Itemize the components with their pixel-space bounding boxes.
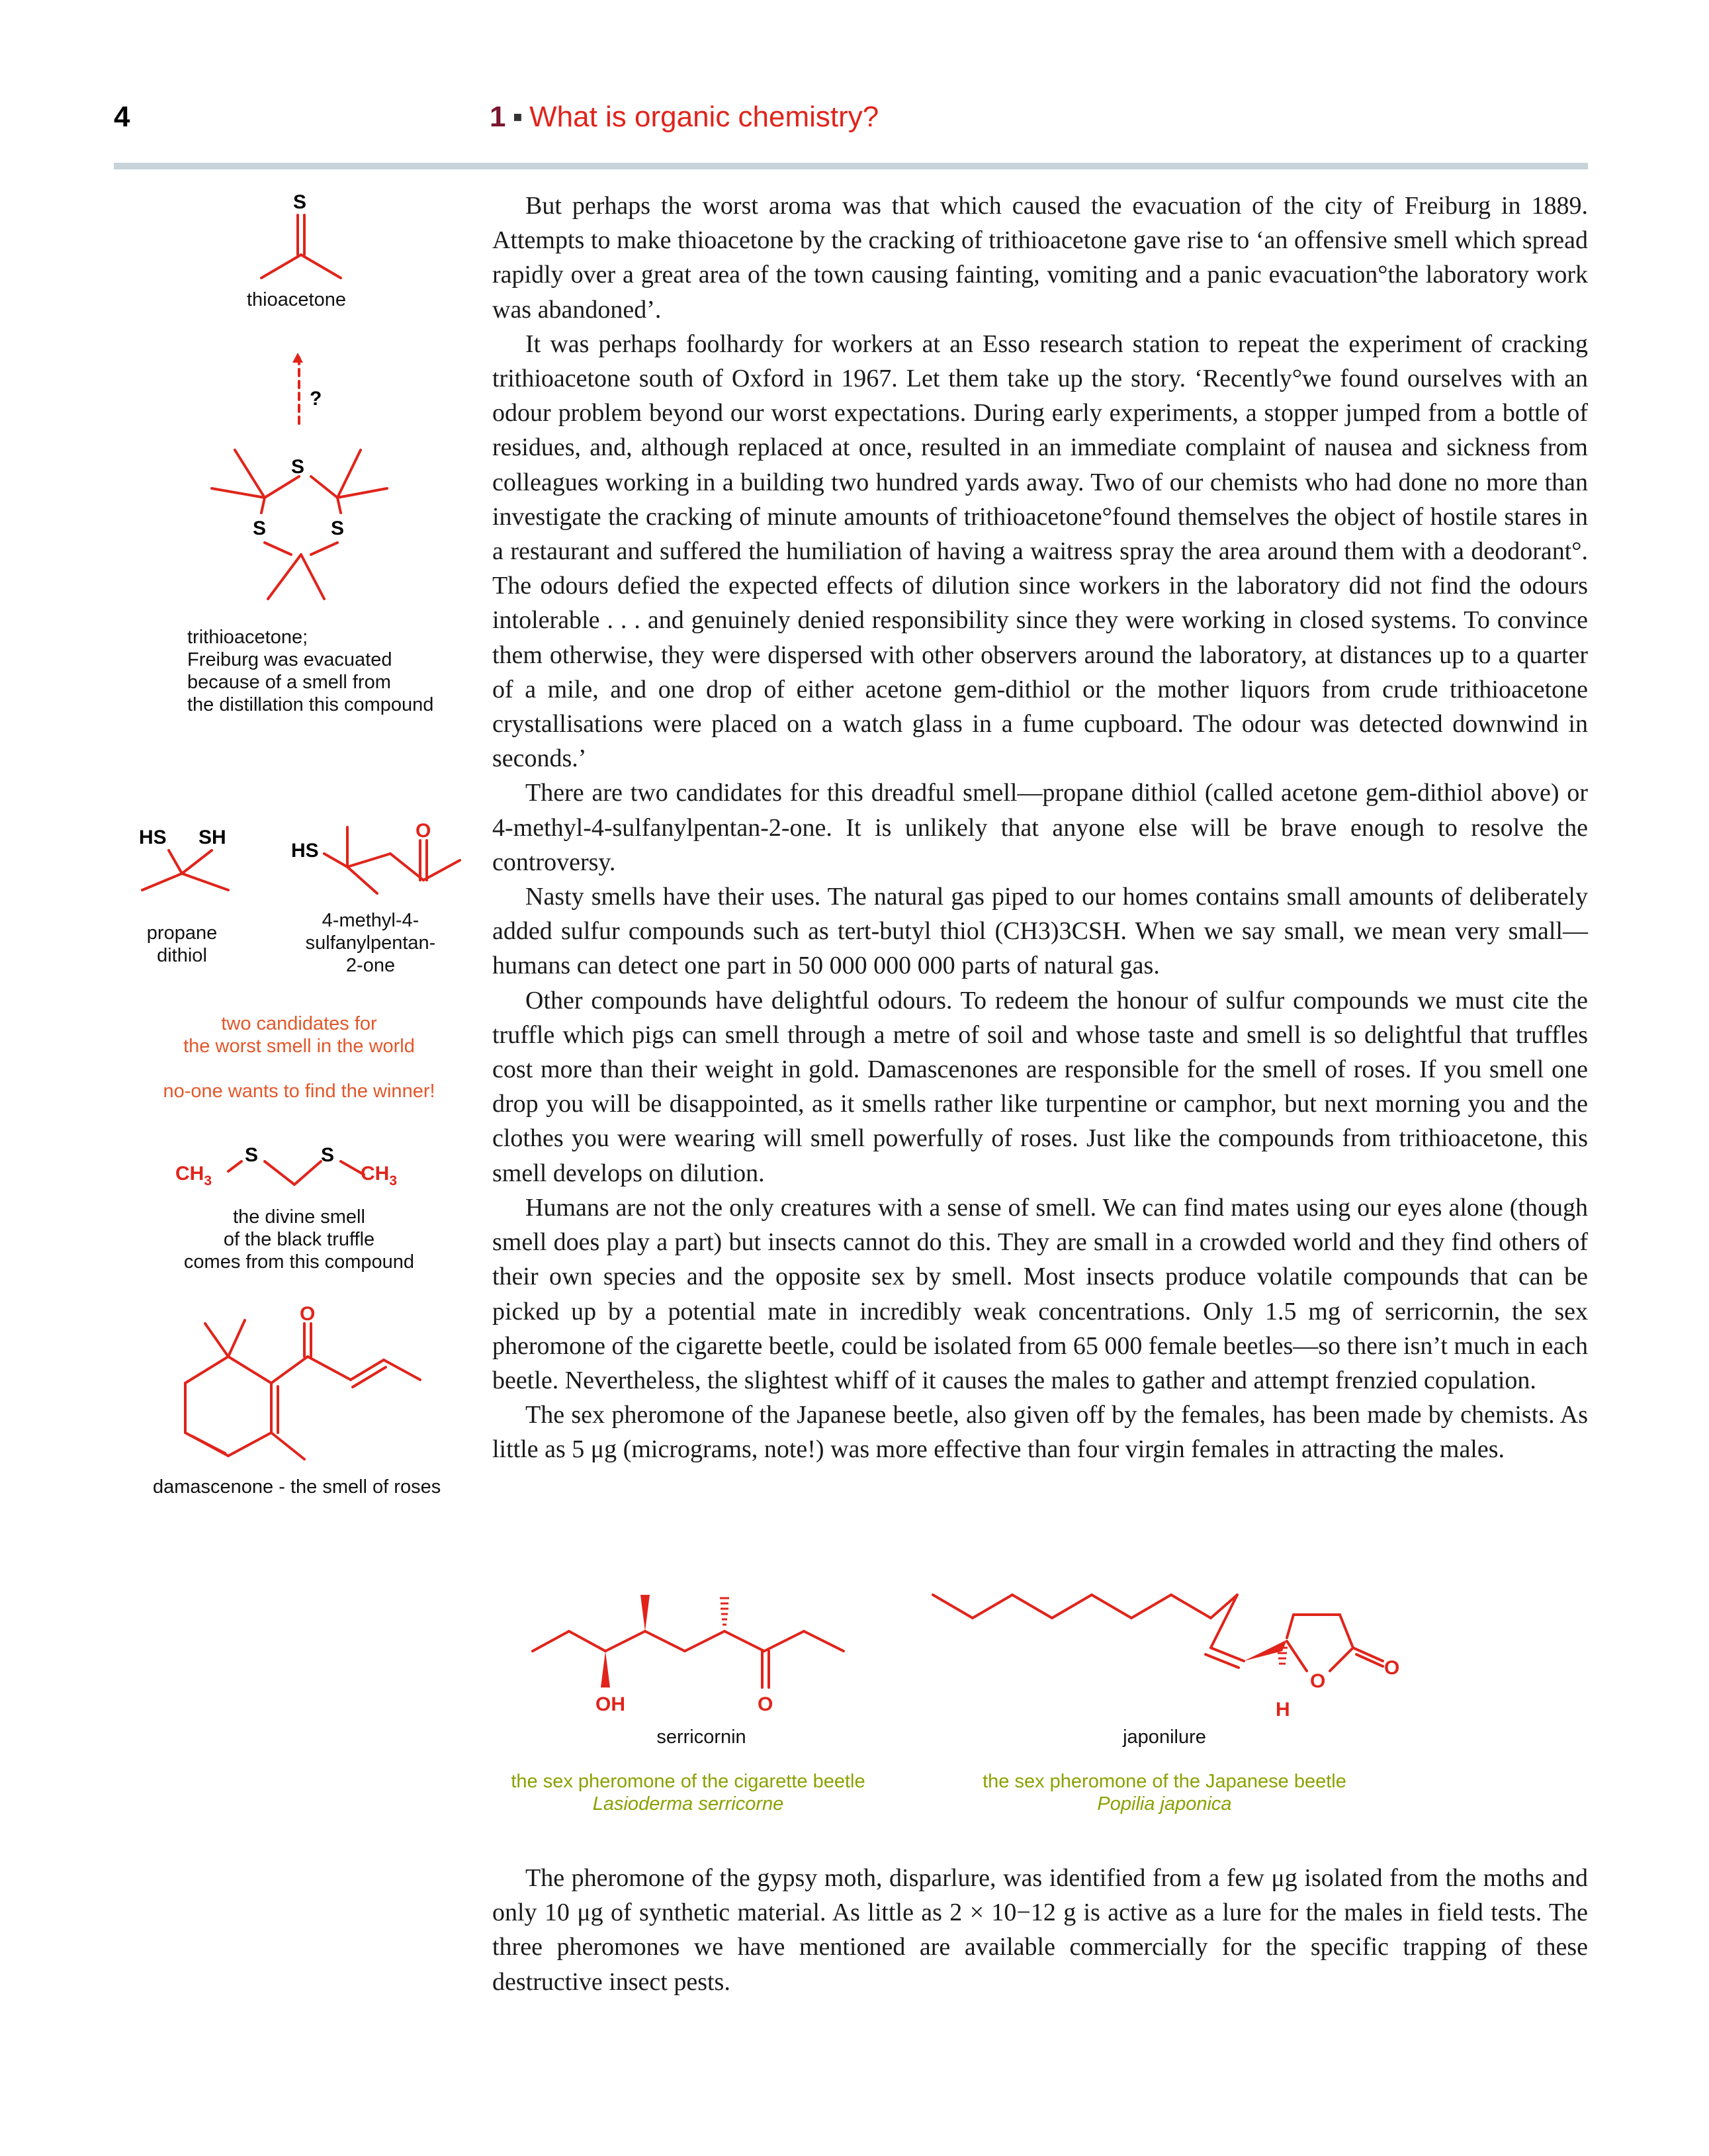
atom-label: O: [300, 1303, 316, 1325]
atom-label: $CH_3$: [175, 1163, 212, 1189]
damascenone-structure: [185, 1320, 420, 1459]
atom-label: S: [321, 1144, 335, 1166]
paragraph: Other compounds have delightful odours. To redeem the honour of sulfur compounds we must cite the truffle which pigs can smell through a metre of soil and whose taste and smell is so delightful that truffles cost more than their weight in gold. Damascenones are responsible for the smell of roses. If you smell one drop you will be disappointed, as it smells rather like turpentine or camphor, but next morning you and the clothes you were wearing will smell powerfully of roses. Just like the compounds from trithioacetone, this smell develops on dilution.: [492, 986, 1588, 1187]
japonilure-structure: [933, 1595, 1383, 1671]
atom-label: O: [1384, 1657, 1400, 1679]
serricornin-label: serricornin: [656, 1727, 746, 1748]
winner-caption: no-one wants to find the winner!: [163, 1081, 435, 1102]
wedge-bond: [640, 1595, 650, 1631]
paragraph: The sex pheromone of the Japanese beetle, also given off by the females, has been made by chemists. As little as 5 μg (micrograms, note!) was more effective than four virgin females in attracting the males.: [492, 1401, 1588, 1464]
atom-label: HS: [139, 827, 167, 848]
damascenone-caption: damascenone - the smell of roses: [153, 1476, 441, 1498]
serricornin-species: Lasioderma serricorne: [592, 1793, 784, 1815]
paragraph: Humans are not the only creatures with a sense of smell. We can find mates using our eyes alone (though smell does play a part) but insects cannot do this. They are small in a crowded world and they find others of their own species and the opposite sex by smell. Most insects produce volatile compounds that can be picked up by a potential mate in incredibly weak concentrations. Only 1.5 mg of serricornin, the sex pheromone of the cigarette beetle, could be isolated from 65 000 female beetles—so there isn’t much in each beetle. Nevertheless, the slightest whiff of it causes the males to gather and attempt frenzied copulation.: [492, 1193, 1588, 1394]
propane-dithiol-label: propane dithiol: [146, 922, 218, 966]
atom-label: S: [293, 191, 307, 213]
separator-glyph: ▪: [512, 101, 523, 133]
wedge-bond: [601, 1651, 610, 1687]
serricornin-structure: [533, 1631, 844, 1687]
page-number: 4: [114, 101, 130, 133]
paragraph: There are two candidates for this dreadful smell—propane dithiol (called acetone gem-dithiol above) or 4-methyl-4-sulfanylpentan-2-one. It is unlikely that anyone else will be brave enough to resolve the controversy.: [492, 779, 1588, 876]
japonilure-label: japonilure: [1123, 1727, 1206, 1748]
paragraph: The pheromone of the gypsy moth, disparlure, was identified from a few μg isolated from the moths and only 10 μg of synthetic material. As little as 2 × 10−12 g is active as a lure for the males in field tests. The three pheromones we have mentioned are available commercially for the specific trapping of these destructive insect pests.: [492, 1864, 1588, 1996]
atom-label: SH: [198, 827, 226, 848]
atom-label: O: [1310, 1670, 1326, 1692]
japonilure-caption: the sex pheromone of the Japanese beetle: [983, 1771, 1346, 1792]
paragraph: It was perhaps foolhardy for workers at an Esso research station to repeat the experiment of cracking trithioacetone south of Oxford in 1967. Let them take up the story. ‘Recently°we found ourselves with an odour problem beyond our worst expectations. During early experiments, a stopper jumped from a bottle of residues, and, although replaced at once, resulted in an immediate complaint of nausea and sickness from colleagues working in a building two hundred yards away. Two of our chemists who had done no more than investigate the cracking of minute amounts of trithioacetone°found themselves the object of hostile stares in a restaurant and suffered the humiliation of having a waitress spray the area around them with a deodorant°. The odours defied the expected effects of dilution since workers in the laboratory did not find the odours intolerable . . . and genuinely denied responsibility since they were working in closed systems. To convince them otherwise, they were dispersed with other observers around the laboratory, at distances up to a quarter of a mile, and one drop of either acetone gem-dithiol or the mother liquors from crude trithioacetone crystallisations were placed on a watch glass in a fume cupboard. The odour was detected downwind in seconds.’: [492, 330, 1588, 773]
final-text: [492, 1861, 1588, 1999]
atom-label: OH: [595, 1693, 625, 1715]
paragraph: Nasty smells have their uses. The natural gas piped to our homes contains small amounts of deliberately added sulfur compounds such as tert-butyl thiol (CH3)3CSH. When we say small, we mean very small—humans can detect one part in 50 000 000 000 parts of natural gas.: [492, 883, 1588, 980]
candidates-caption: two candidates for the worst smell in the world: [183, 1013, 415, 1057]
truffle-caption: the divine smell of the black truffle comes from this compound: [183, 1206, 415, 1273]
serricornin-caption: the sex pheromone of the cigarette beetle: [511, 1771, 865, 1792]
atom-label: S: [331, 517, 345, 539]
propane-dithiol-structure: [142, 850, 228, 890]
trithioacetone-caption: trithioacetone; Freiburg was evacuated because of a smell from the distillation this compound: [187, 627, 434, 715]
thioacetone-structure: [261, 215, 341, 278]
sulfanylpentanone-structure: [324, 827, 460, 893]
atom-label: S: [245, 1144, 259, 1166]
arrow-head: [292, 353, 303, 363]
chapter-title: What is organic chemistry?: [529, 101, 879, 133]
atom-label: S: [253, 517, 267, 539]
atom-label: $CH_3$: [361, 1163, 398, 1189]
atom-label: O: [758, 1693, 773, 1715]
japonilure-species: Popilia japonica: [1097, 1793, 1232, 1815]
atom-label: S: [291, 456, 305, 478]
thioacetone-label: thioacetone: [247, 289, 346, 310]
sulfanylpentanone-label: 4-methyl-4- sulfanylpentan- 2-one: [305, 910, 436, 976]
chapter-number: 1: [490, 101, 506, 133]
question-mark: ?: [310, 388, 322, 410]
atom-label: H: [1276, 1699, 1290, 1721]
paragraph: But perhaps the worst aroma was that which caused the evacuation of the city of Freiburg in 1889. Attempts to make thioacetone by the cracking of trithioacetone gave rise to ‘an offensive smell which spread rapidly over a great area of the town causing fainting, vomiting and a panic evacuation°the laboratory work was abandoned’.: [492, 192, 1588, 324]
atom-label: HS: [291, 840, 319, 862]
body-text: [492, 189, 1588, 1467]
atom-label: O: [416, 820, 431, 842]
